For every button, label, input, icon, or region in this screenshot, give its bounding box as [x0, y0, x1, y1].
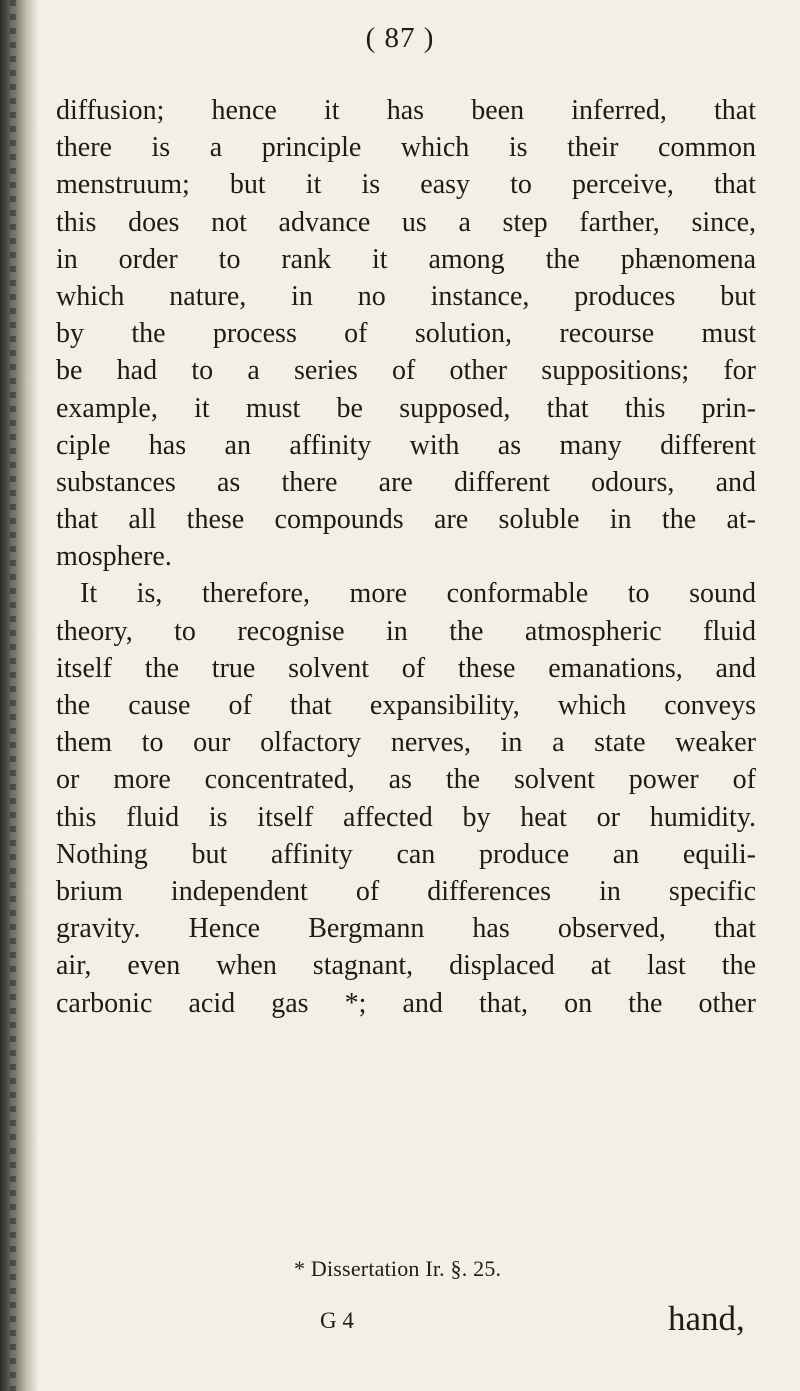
text-line: substances as there are different odours, and: [56, 466, 756, 498]
text-line: be had to a series of other suppositions; for: [56, 355, 756, 387]
signature-mark: G 4: [320, 1308, 354, 1333]
page-number: ( 87 ): [365, 22, 435, 54]
text-line: this does not advance us a step farther, since,: [56, 206, 756, 238]
text-line: Nothing but affinity can produce an equili-: [56, 838, 756, 870]
text-line: them to our olfactory nerves, in a state weaker: [56, 727, 756, 759]
text-line: that all these compounds are soluble in the at-: [56, 504, 756, 536]
book-binding-edge: [0, 0, 38, 1391]
text-line: menstruum; but it is easy to perceive, that: [56, 169, 756, 201]
footnote: * Dissertation Ir. §. 25.: [294, 1256, 502, 1281]
body-text: [56, 92, 756, 1022]
text-line: carbonic acid gas *; and that, on the other: [56, 987, 756, 1019]
paragraph-1: [56, 92, 756, 575]
text-line: example, it must be supposed, that this prin-: [56, 392, 756, 424]
text-line: in order to rank it among the phænomena: [56, 243, 756, 275]
catchword: hand,: [668, 1299, 745, 1338]
text-line: which nature, in no instance, produces but: [56, 280, 756, 312]
text-line: mosphere.: [56, 541, 172, 573]
text-line: by the process of solution, recourse must: [56, 318, 756, 350]
text-line: itself the true solvent of these emanations, and: [56, 652, 756, 684]
text-line: ciple has an affinity with as many different: [56, 429, 756, 461]
text-line: diffusion; hence it has been inferred, that: [56, 95, 756, 126]
text-line: or more concentrated, as the solvent power of: [56, 764, 756, 796]
book-page: [38, 0, 800, 1391]
text-line: gravity. Hence Bergmann has observed, that: [56, 913, 756, 945]
text-line: theory, to recognise in the atmospheric fluid: [56, 615, 756, 647]
text-line: brium independent of differences in specific: [56, 875, 756, 907]
text-line: It is, therefore, more conformable to sound: [80, 578, 756, 610]
paragraph-2: [56, 575, 756, 1021]
text-line: the cause of that expansibility, which conveys: [56, 690, 756, 721]
text-line: this fluid is itself affected by heat or humidity.: [56, 801, 756, 833]
text-line: air, even when stagnant, displaced at last the: [56, 950, 756, 982]
text-line: there is a principle which is their common: [56, 132, 756, 164]
